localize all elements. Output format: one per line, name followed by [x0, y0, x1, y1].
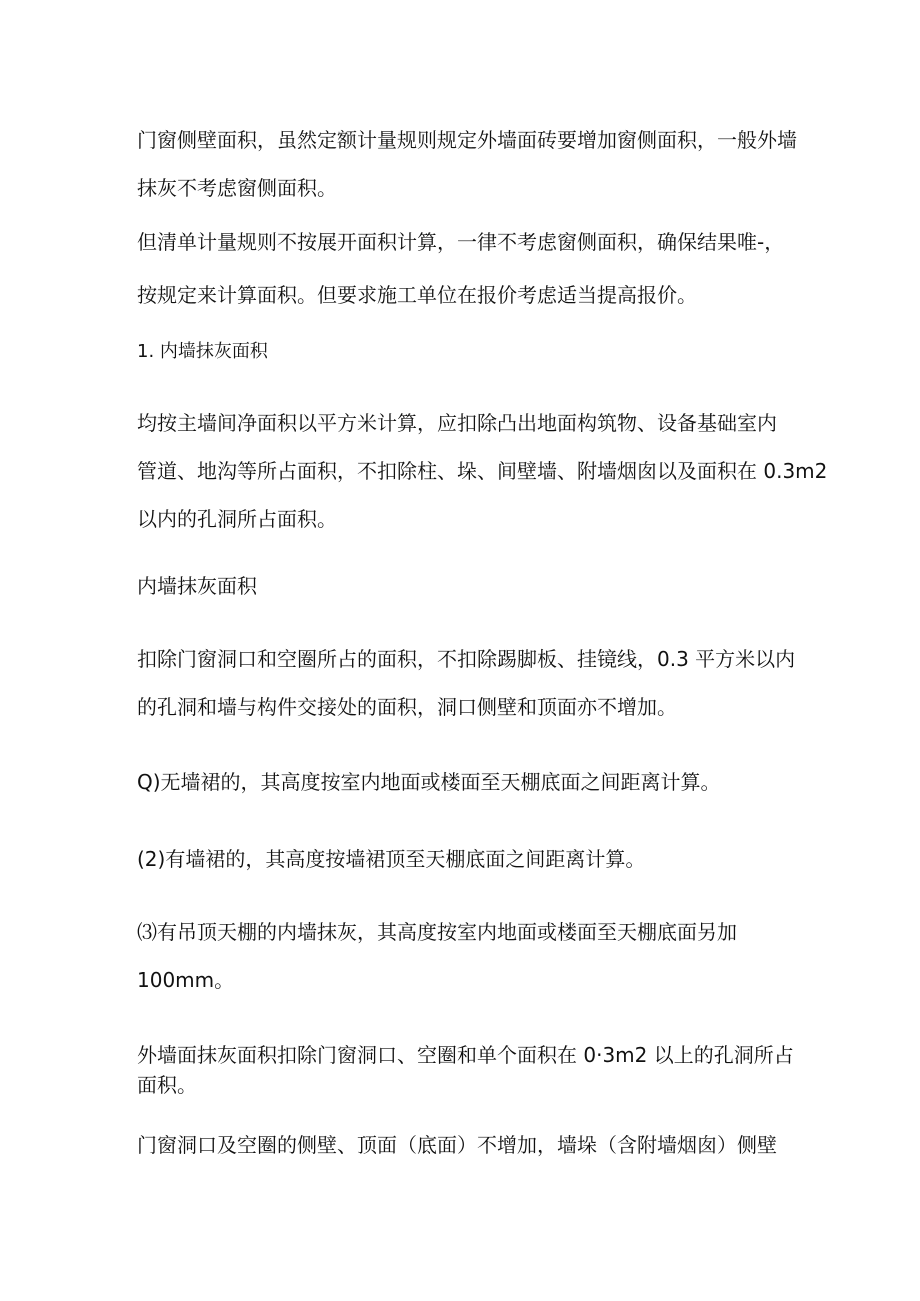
- paragraph-line-9: 的孔洞和墙与构件交接处的面积，洞口侧壁和顶面亦不增加。: [137, 695, 677, 719]
- section-heading-2: 内墙抹灰面积: [137, 574, 257, 598]
- paragraph-line-13: 100mm。: [137, 968, 235, 992]
- section-heading-1: 1. 内墙抹灰面积: [137, 341, 268, 362]
- paragraph-line-11: (2)有墙裙的，其高度按墙裙顶至天棚底面之间距离计算。: [137, 847, 646, 871]
- paragraph-line-7: 以内的孔洞所占面积。: [137, 507, 337, 531]
- paragraph-line-12: ⑶有吊顶天棚的内墙抹灰，其高度按室内地面或楼面至天棚底面另加: [137, 920, 737, 944]
- paragraph-line-6: 管道、地沟等所占面积，不扣除柱、垛、间壁墙、附墙烟囱以及面积在 0.3m2: [137, 459, 828, 483]
- paragraph-line-8: 扣除门窗洞口和空圈所占的面积，不扣除踢脚板、挂镜线，0.3 平方米以内: [137, 647, 796, 671]
- paragraph-line-3: 但清单计量规则不按展开面积计算，一律不考虑窗侧面积，确保结果唯-，: [137, 230, 785, 254]
- paragraph-line-4: 按规定来计算面积。但要求施工单位在报价考虑适当提高报价。: [137, 283, 697, 307]
- paragraph-line-10: Q)无墙裙的，其高度按室内地面或楼面至天棚底面之间距离计算。: [137, 770, 721, 794]
- paragraph-line-1: 门窗侧壁面积，虽然定额计量规则规定外墙面砖要增加窗侧面积，一般外墙: [137, 128, 797, 152]
- paragraph-line-14: 外墙面抹灰面积扣除门窗洞口、空圈和单个面积在 0·3m2 以上的孔洞所占: [137, 1043, 794, 1067]
- paragraph-line-16: 门窗洞口及空圈的侧壁、顶面（底面）不增加，墙垛（含附墙烟囱）侧壁: [137, 1133, 777, 1157]
- paragraph-line-2: 抹灰不考虑窗侧面积。: [137, 176, 337, 200]
- paragraph-line-15: 面积。: [137, 1073, 197, 1097]
- paragraph-line-5: 均按主墙间净面积以平方米计算，应扣除凸出地面构筑物、设备基础室内: [137, 411, 777, 435]
